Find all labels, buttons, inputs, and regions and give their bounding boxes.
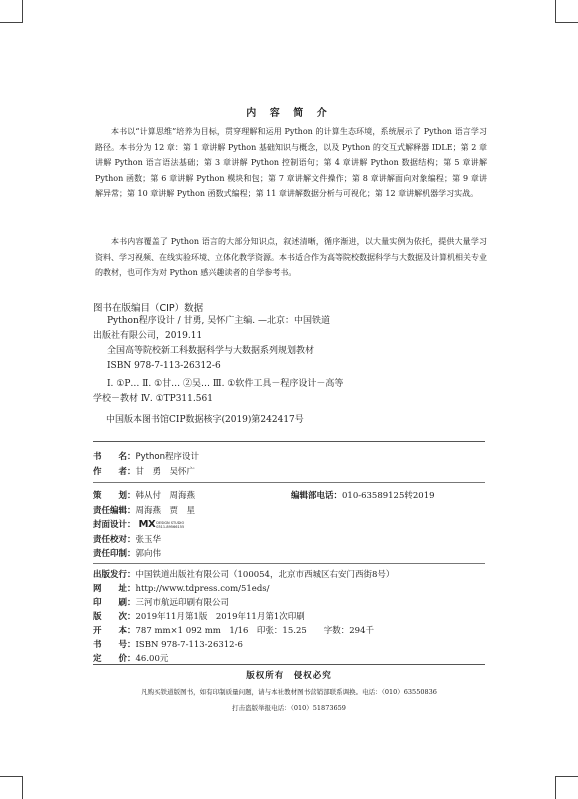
cip-class-line: Ⅰ. ①P… Ⅱ. ①甘… ②吴… Ⅲ. ①软件工具－程序设计－高等: [107, 379, 344, 389]
edition-label: 版 次：: [93, 612, 136, 622]
proof-value: 张玉华: [135, 535, 162, 545]
cip-desc-line: Python程序设计 / 甘勇, 吴怀广主编. —北京：中国铁道: [107, 316, 330, 326]
logo-caption-line: DESIGN STUDIO: [156, 520, 185, 525]
format-value: 787 mm×1 092 mm 1/16 印张：15.25 字数：294千: [135, 626, 374, 636]
cover-design-row: [93, 518, 184, 530]
edition-row: [93, 610, 305, 622]
logo-caption: [156, 521, 184, 529]
planner-label: 策 划：: [93, 491, 136, 501]
crop-mark-bottom-right: [555, 776, 578, 799]
cip-desc-line: 全国高等院校新工科数据科学与大数据系列规划教材: [107, 346, 315, 356]
printer-label: 印 刷：: [93, 598, 136, 608]
editor-phone-label: 编辑部电话：: [291, 491, 343, 501]
proof-row: [93, 533, 161, 545]
print-supervisor-value: 郭向伟: [135, 549, 162, 559]
divider: [93, 441, 485, 442]
planner-row: [93, 489, 195, 501]
crop-mark-bottom-left: [0, 776, 23, 799]
summary-paragraph-1: 本书以“计算思维”培养为目标，贯穿理解和运用 Python 的计算生态环境，系统展示了 Python 语言学习路径。本书分为 12 章：第 1 章讲解 Python 基础知识与概念，以及 Python 的交互式解释器 IDLE；第 2 章讲解 Python 语言语法基础；第 3 章讲解 Python 控制语句；第 4 章讲解 Python 数据结构；第 5 章讲解 Python 函数；第 6 章讲解 Python 模块和包；第 7 章讲解文件操作；第 8 章讲解面向对象编程；第 9 章讲解异常；第 10 章讲解 Python 函数式编程；第 11 章讲解数据分析与可视化；第 12 章讲解机器学习实战。: [95, 127, 487, 198]
crop-mark-top-left: [0, 0, 23, 23]
logo-caption-line: 0311-89566155: [156, 524, 185, 529]
divider: [93, 563, 485, 564]
cip-description: [93, 314, 330, 374]
book-title-value: Python程序设计: [135, 452, 199, 462]
summary-title: 内 容 简 介: [246, 108, 332, 119]
editor-phone-value: 010-63589125转2019: [342, 491, 435, 501]
publisher-row: [93, 568, 394, 580]
price-row: [93, 652, 168, 664]
price-value: 46.00元: [135, 654, 169, 664]
author-row: [93, 465, 195, 477]
website-value: http://www.tdpress.com/51eds/: [135, 584, 270, 594]
resp-editor-value: 周海燕 贾 星: [135, 506, 196, 516]
printer-row: [93, 596, 229, 608]
isbn-label: 书 号：: [93, 640, 136, 650]
author-value: 甘 勇 吴怀广: [135, 467, 196, 477]
cip-classification: [93, 377, 343, 407]
designer-logo: [139, 519, 185, 530]
cip-desc-line: ISBN 978-7-113-26312-6: [107, 361, 221, 371]
book-title-row: [93, 450, 199, 462]
resp-editor-row: [93, 504, 195, 516]
website-row: [93, 582, 270, 594]
copyright-notice: 版权所有 侵权必究: [246, 671, 332, 681]
printer-value: 三河市航远印刷有限公司: [135, 598, 230, 608]
resp-editor-label: 责任编辑：: [93, 506, 136, 516]
edition-value: 2019年11月第1版 2019年11月第1次印刷: [135, 612, 305, 622]
author-label: 作 者：: [93, 467, 136, 477]
divider: [93, 664, 485, 665]
cip-heading: 图书在版编目（CIP）数据: [93, 303, 204, 314]
summary-paragraph-2: 本书内容覆盖了 Python 语言的大部分知识点，叙述清晰，循序渐进，以大量实例为依托，提供大量学习资料、学习视频、在线实验环境、立体化教学资源。本书适合作为高等院校数据科学与大数据及计算机相关专业的教材，也可作为对 Python 感兴趣读者的自学参考书。: [95, 237, 487, 277]
print-supervisor-row: [93, 547, 161, 559]
piracy-hotline: 打击盗版举报电话：（010）51873659: [232, 704, 346, 712]
publisher-value: 中国铁道出版社有限公司（100054，北京市西城区右安门西街8号）: [135, 570, 395, 580]
isbn-value: ISBN 978-7-113-26312-6: [135, 640, 243, 650]
crop-mark-top-right: [555, 0, 578, 23]
planner-value: 韩从付 周海燕: [135, 491, 196, 501]
website-label: 网 址：: [93, 584, 136, 594]
logo-mark: MX: [138, 519, 156, 530]
proof-label: 责任校对：: [93, 535, 136, 545]
divider: [93, 482, 485, 483]
price-label: 定 价：: [93, 654, 136, 664]
publisher-label: 出版发行：: [93, 570, 136, 580]
book-title-label: 书 名：: [93, 452, 136, 462]
cip-desc-line: 出版社有限公司，2019.11: [93, 331, 203, 341]
cip-record-number: 中国版本图书馆CIP数据核字(2019)第242417号: [106, 415, 304, 425]
isbn-row: [93, 638, 243, 650]
cip-class-line: 学校－教材 Ⅳ. ①TP311.561: [93, 394, 213, 404]
editor-phone-row: [291, 489, 435, 501]
print-supervisor-label: 责任印制：: [93, 549, 136, 559]
format-label: 开 本：: [93, 626, 136, 636]
format-row: [93, 624, 374, 636]
quality-notice: 凡购买铁道版图书，如有印制质量问题，请与本社教材图书营销部联系调换。电话：（010）63550836: [141, 688, 437, 696]
cover-design-label: 封面设计：: [93, 520, 136, 530]
